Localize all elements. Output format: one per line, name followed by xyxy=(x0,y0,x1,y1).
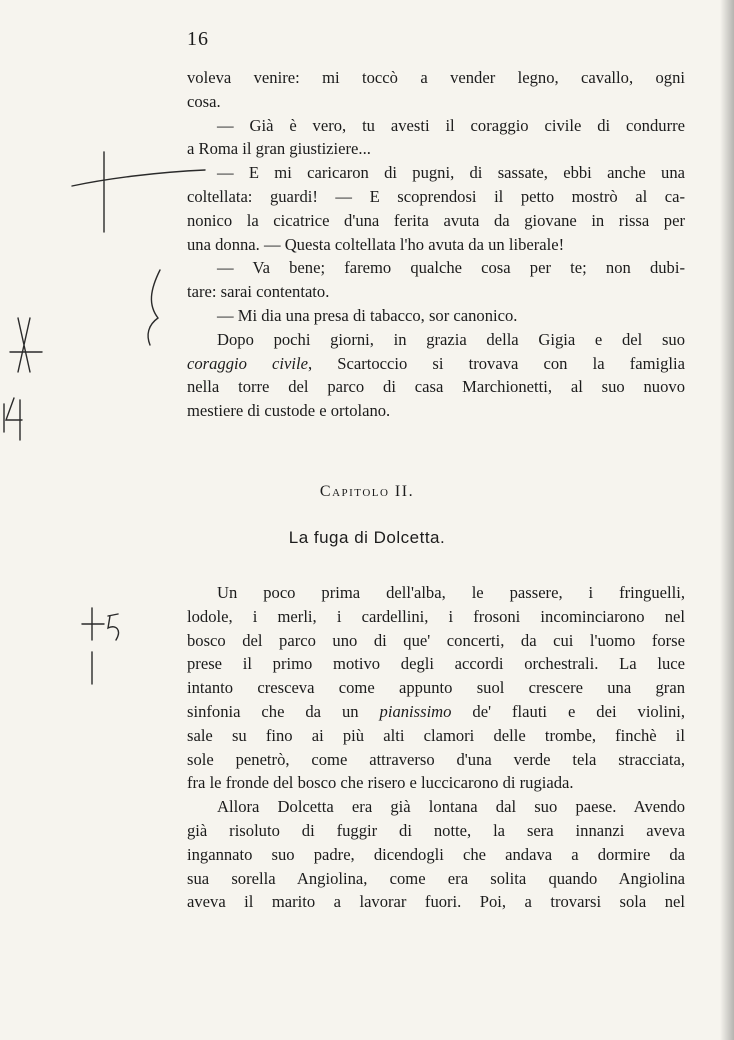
text-line: aveva il marito a lavorar fuori. Poi, a trovarsi sola nel xyxy=(187,892,685,912)
paragraph-block-1 xyxy=(187,66,685,423)
text-line: cosa. xyxy=(187,91,221,111)
page-edge-shadow xyxy=(720,0,734,1040)
text-line: coltellata: guardi! — E scoprendosi il petto mostrò al ca- xyxy=(187,186,685,206)
text-line xyxy=(187,352,685,376)
text-line: nella torre del parco di casa Marchionetti, al suo nuovo xyxy=(187,377,685,397)
text-line: lodole, i merli, i cardellini, i frosoni incominciarono nel xyxy=(187,606,685,626)
text-line: nonico la cicatrice d'una ferita avuta da giovane in rissa per xyxy=(187,210,685,230)
text-line: mestiere di custode e ortolano. xyxy=(187,401,391,421)
text-line: — Va bene; faremo qualche cosa per te; non dubi- xyxy=(217,258,685,278)
text-line xyxy=(187,700,685,724)
text-line: a Roma il gran giustiziere... xyxy=(187,139,371,159)
text-line: sole penetrò, come attraverso d'una verde tela stracciata, xyxy=(187,749,685,769)
text-segment: de' flauti e dei violini, xyxy=(451,701,686,721)
text-line: sale su fino ai più alti clamori delle trombe, finchè il xyxy=(187,725,685,745)
page-number: 16 xyxy=(187,28,209,50)
text-line: già risoluto di fuggir di notte, la sera innanzi aveva xyxy=(187,820,685,840)
text-line: una donna. — Questa coltellata l'ho avuta da un liberale! xyxy=(187,234,565,254)
text-line: Un poco prima dell'alba, le passere, i fringuelli, xyxy=(217,583,685,602)
text-line: ingannato suo padre, dicendogli che andava a dormire da xyxy=(187,844,685,864)
text-line: sua sorella Angiolina, come era solita quando Angiolina xyxy=(187,868,685,888)
text-line: — E mi caricaron di pugni, di sassate, ebbi anche una xyxy=(217,163,685,183)
text-line: prese il primo motivo degli accordi orchestrali. La luce xyxy=(187,654,685,674)
text-line: intanto cresceva come appunto suol crescere una gran xyxy=(187,678,685,698)
text-segment: sinfonia che da un xyxy=(187,701,380,721)
italic-text: pianissimo xyxy=(379,701,452,721)
text-segment: , Scartoccio si trovava con la famiglia xyxy=(307,353,685,373)
text-line: fra le fronde del bosco che risero e luccicarono di rugiada. xyxy=(187,773,574,793)
italic-text: coraggio civile xyxy=(187,353,308,373)
paragraph-block-2 xyxy=(187,581,685,914)
text-line: — Già è vero, tu avesti il coraggio civile di condurre xyxy=(217,115,685,135)
chapter-label: Capitolo II. xyxy=(319,483,415,500)
text-line: Allora Dolcetta era già lontana dal suo paese. Avendo xyxy=(217,797,685,817)
chapter-title: La fuga di Dolcetta. xyxy=(288,528,446,547)
text-line: Dopo pochi giorni, in grazia della Gigia e del suo xyxy=(217,329,685,349)
text-line: — Mi dia una presa di tabacco, sor canonico. xyxy=(217,305,518,325)
text-line: tare: sarai contentato. xyxy=(187,282,330,302)
text-line: voleva venire: mi toccò a vender legno, cavallo, ogni xyxy=(187,68,685,87)
text-line: bosco del parco uno di que' concerti, da cui l'uomo forse xyxy=(187,630,685,650)
